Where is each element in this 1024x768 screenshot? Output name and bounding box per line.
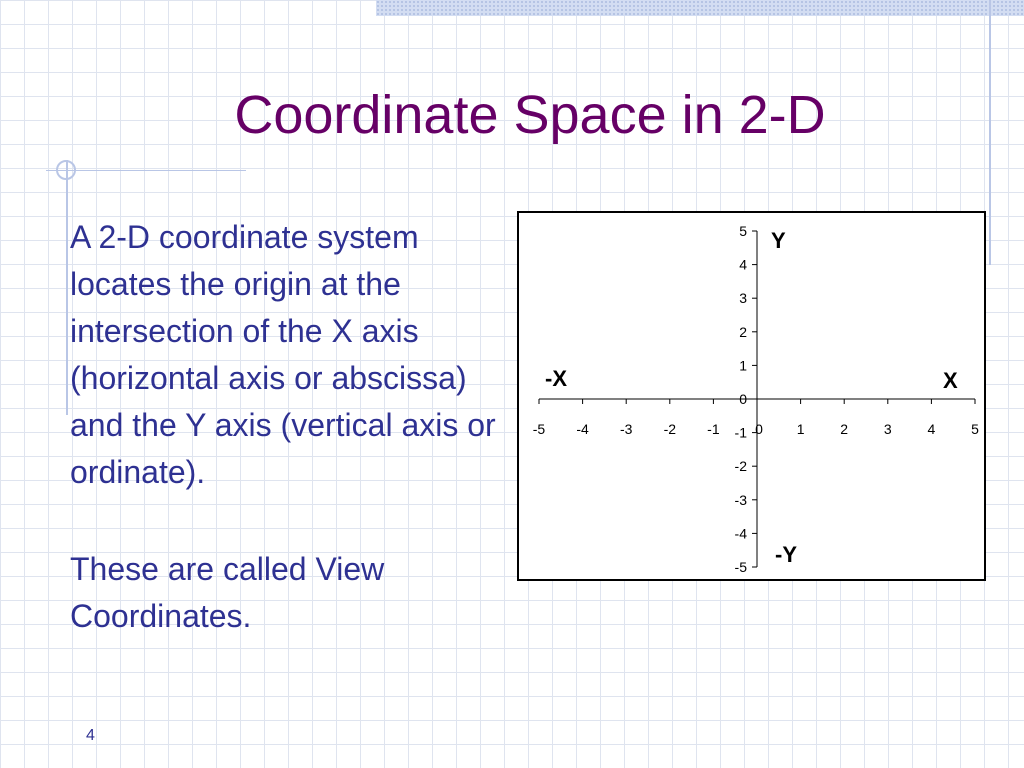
label-negative-x: -X (545, 366, 567, 391)
x-tick-label: 1 (796, 421, 805, 437)
x-tick-label: -3 (619, 421, 633, 437)
y-tick-label: 4 (739, 256, 747, 273)
y-tick-label: -3 (734, 491, 747, 508)
y-tick-label: -1 (734, 424, 747, 441)
body-paragraph-view-coordinates: These are called View Coordinates. (70, 551, 385, 634)
x-tick-label: 4 (927, 421, 936, 437)
coordinate-chart-svg (519, 213, 984, 579)
y-tick-label: 3 (739, 290, 747, 307)
x-tick-label: -4 (576, 421, 589, 437)
y-tick-label: -2 (734, 458, 747, 475)
label-positive-y: Y (771, 228, 786, 253)
y-tick-label: 0 (739, 391, 747, 407)
body-paragraph-description: A 2-D coordinate system locates the origin at the intersection of the X axis (horizontal axis or abscissa) and the Y axis (vertical axis or ordinate). (70, 219, 496, 490)
y-tick-label: -5 (734, 559, 747, 575)
decorative-circle (56, 160, 76, 180)
y-tick-label: 2 (739, 323, 747, 340)
x-tick-label: -2 (663, 421, 677, 437)
y-tick-label: 1 (739, 357, 747, 374)
slide-title: Coordinate Space in 2-D (234, 85, 826, 145)
x-tick-label: 3 (883, 421, 892, 437)
x-tick-label: -5 (532, 421, 546, 437)
label-positive-x: X (943, 368, 958, 393)
x-tick-label: 2 (840, 421, 849, 437)
decorative-left-line (66, 160, 68, 415)
x-tick-label: -1 (707, 421, 720, 437)
body-text (70, 214, 510, 640)
y-tick-label: 5 (739, 223, 747, 239)
x-tick-label: 0 (755, 421, 763, 437)
x-tick-label: 5 (971, 421, 979, 437)
slide-number: 4 (86, 727, 95, 744)
decorative-title-underline (46, 170, 246, 171)
decorative-top-bar (376, 0, 1024, 16)
coordinate-chart (517, 211, 986, 581)
label-negative-y: -Y (775, 542, 797, 567)
y-tick-label: -4 (734, 525, 747, 542)
